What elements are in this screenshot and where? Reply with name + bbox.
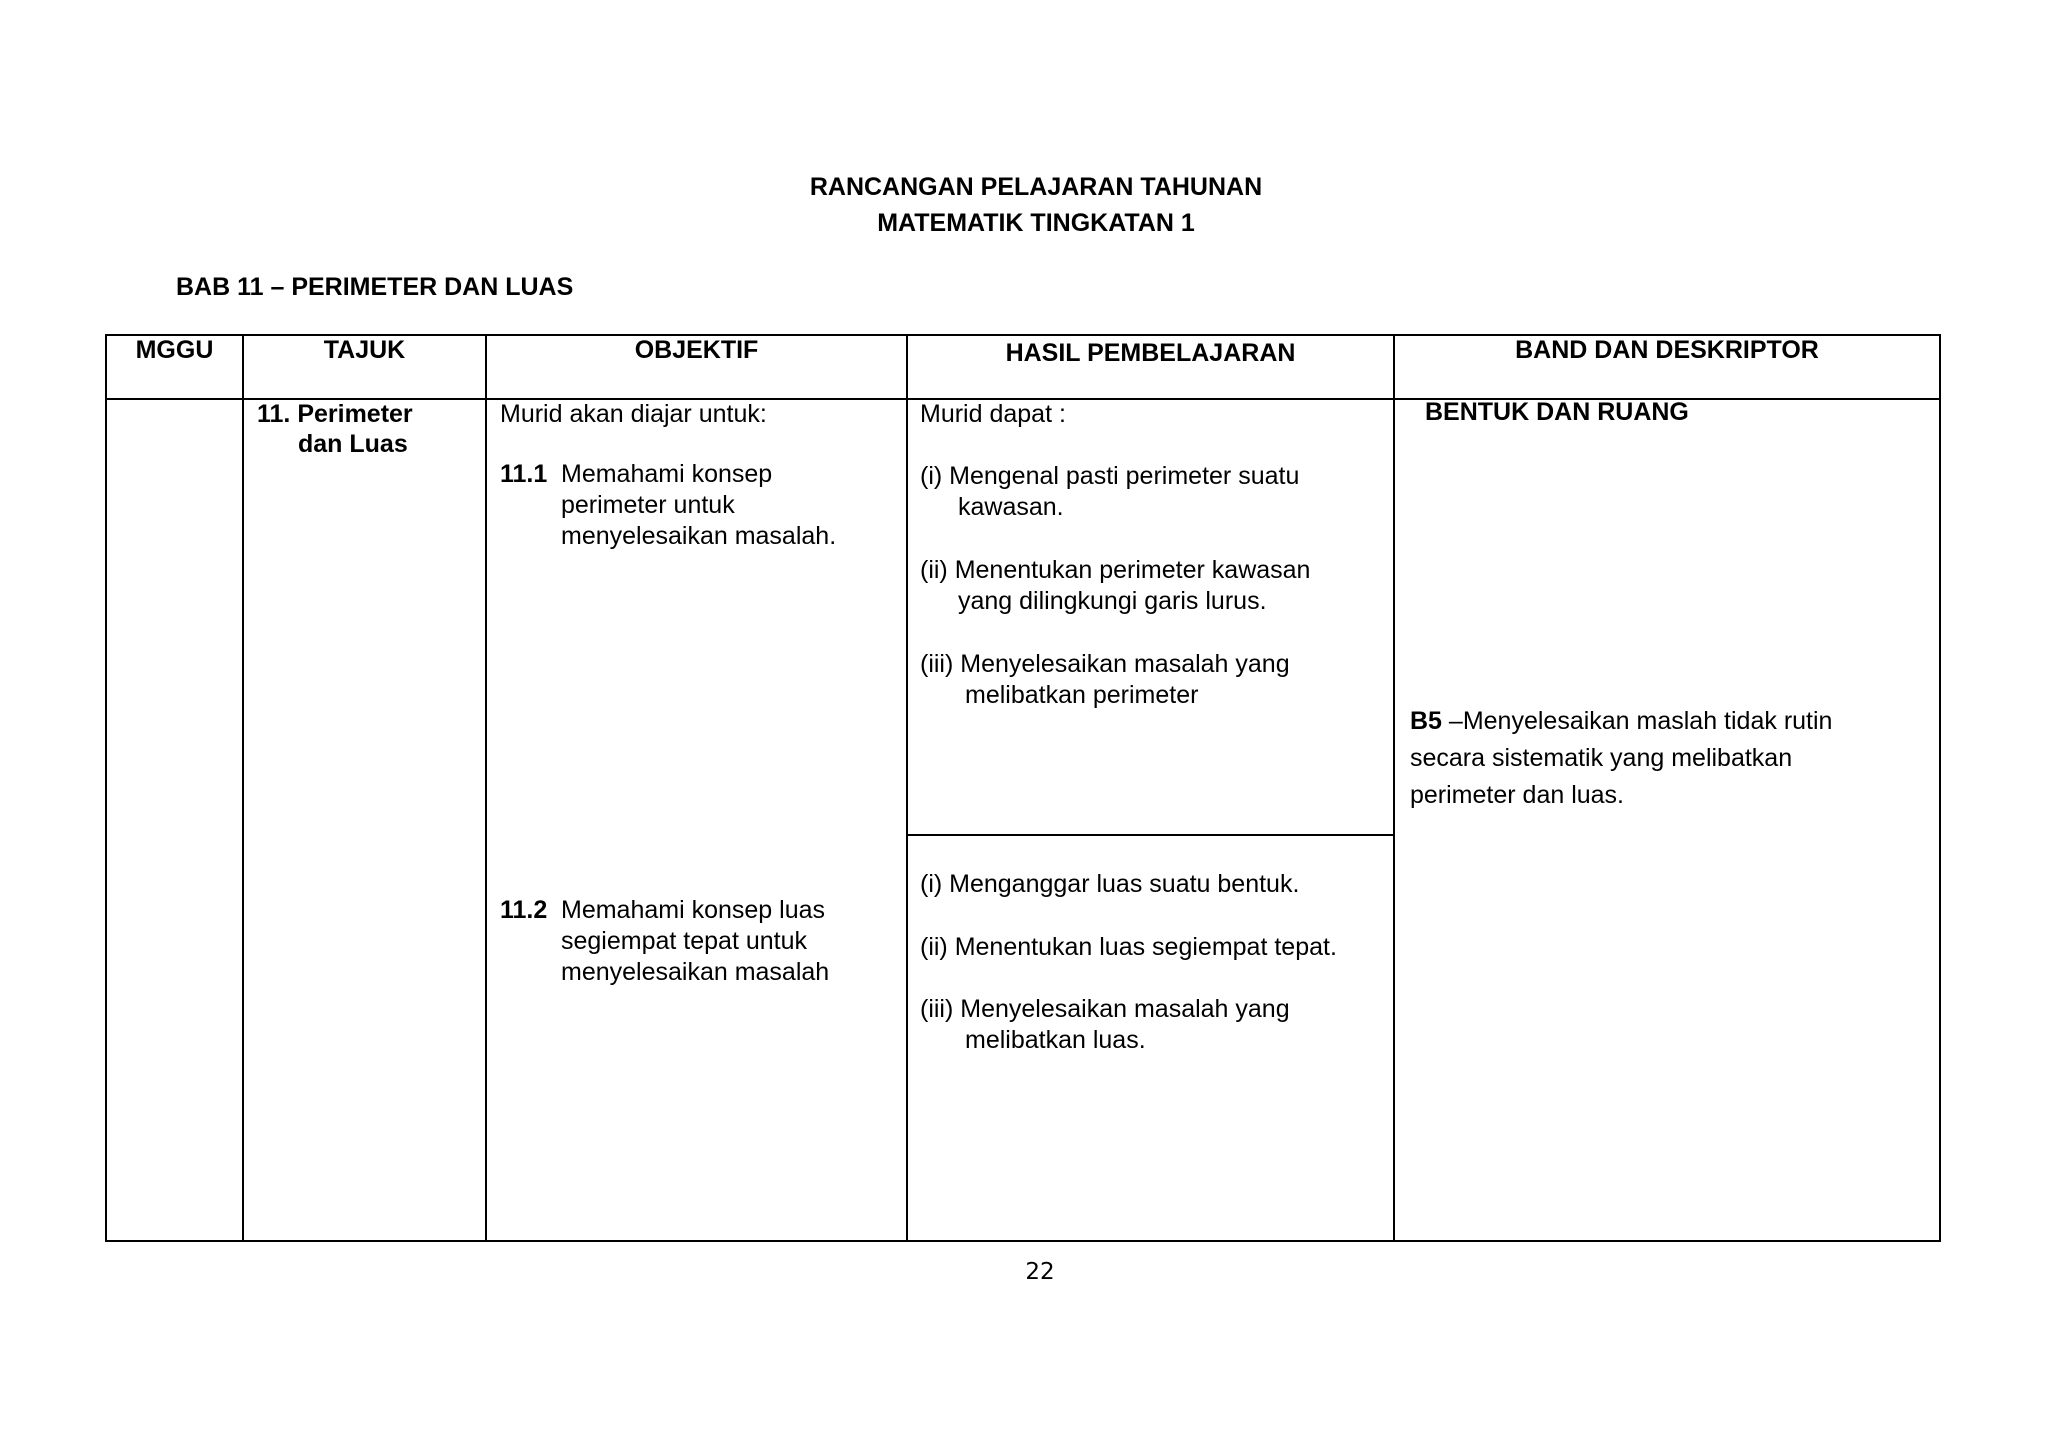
header-hasil: HASIL PEMBELAJARAN [1005, 339, 1296, 367]
objektif-line: menyelesaikan masalah [561, 958, 830, 986]
hasil-item: (ii) Menentukan perimeter kawasan [920, 556, 1311, 584]
hasil-item: (i) Mengenal pasti perimeter suatu [920, 462, 1300, 490]
objektif-line: segiempat tepat untuk [561, 927, 807, 955]
header-band: BAND DAN DESKRIPTOR [1515, 336, 1819, 364]
page-number: 22 [1025, 1259, 1055, 1285]
band-descriptor-line-3: perimeter dan luas. [1410, 781, 1625, 809]
header-mggu: MGGU [135, 336, 214, 364]
hasil-intro: Murid dapat : [920, 400, 1066, 428]
hasil-item-cont: yang dilingkungi garis lurus. [958, 587, 1267, 615]
hasil-item: (i) Menganggar luas suatu bentuk. [920, 870, 1300, 898]
objektif-line: menyelesaikan masalah. [561, 522, 837, 550]
col-divider-2 [485, 334, 487, 1242]
col-divider-4 [1393, 334, 1395, 1242]
objektif-number: 11.1 [500, 460, 548, 488]
band-descriptor-line-1 [1410, 703, 1832, 740]
document-subtitle: MATEMATIK TINGKATAN 1 [877, 209, 1195, 237]
table-bottom-border [105, 1240, 1941, 1242]
hasil-item-cont: melibatkan luas. [965, 1026, 1146, 1054]
hasil-item: (iii) Menyelesaikan masalah yang [920, 650, 1290, 678]
hasil-divider [906, 834, 1394, 836]
hasil-item: (iii) Menyelesaikan masalah yang [920, 995, 1290, 1023]
band-heading: BENTUK DAN RUANG [1425, 398, 1689, 426]
document-title: RANCANGAN PELAJARAN TAHUNAN [809, 173, 1263, 201]
band-descriptor-line-2: secara sistematik yang melibatkan [1410, 744, 1793, 772]
objektif-intro: Murid akan diajar untuk: [500, 400, 767, 428]
hasil-item-cont: kawasan. [958, 493, 1064, 521]
col-divider-3 [906, 334, 908, 1242]
objektif-number: 11.2 [500, 896, 548, 924]
header-objektif: OBJEKTIF [634, 336, 759, 364]
hasil-item-cont: melibatkan perimeter [965, 681, 1199, 709]
objektif-line: perimeter untuk [561, 491, 735, 519]
objektif-line: Memahami konsep [561, 460, 773, 488]
chapter-heading: BAB 11 – PERIMETER DAN LUAS [176, 273, 574, 301]
header-tajuk: TAJUK [323, 336, 406, 364]
table-left-border [105, 334, 107, 1242]
tajuk-line-1: 11. Perimeter [257, 400, 413, 428]
band-descriptor-text: –Menyelesaikan maslah tidak rutin [1441, 707, 1833, 735]
objektif-line: Memahami konsep luas [561, 896, 826, 924]
table-right-border [1939, 334, 1941, 1242]
band-code: B5 [1410, 707, 1442, 735]
tajuk-line-2: dan Luas [298, 430, 408, 458]
hasil-item: (ii) Menentukan luas segiempat tepat. [920, 933, 1337, 961]
col-divider-1 [242, 334, 244, 1242]
